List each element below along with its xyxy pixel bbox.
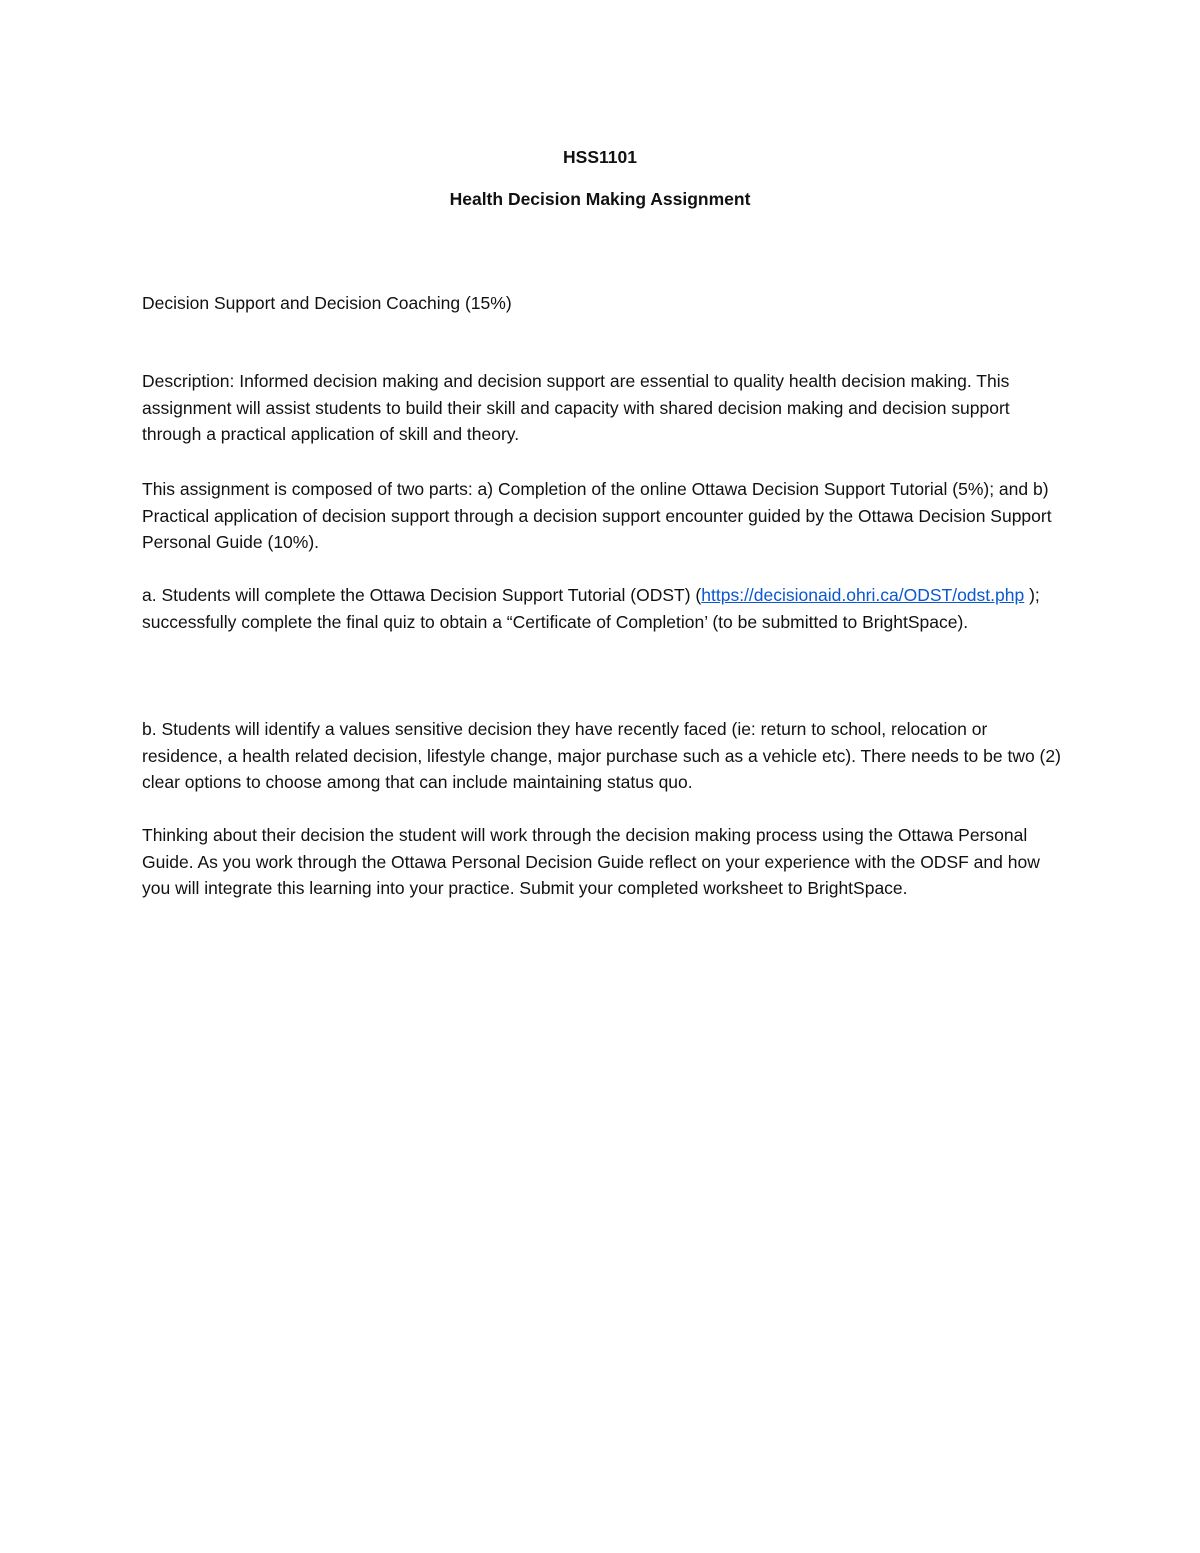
course-code: HSS1101 [563,147,637,167]
composition-paragraph: This assignment is composed of two parts: a) Completion of the online Ottawa Decision Support Tutorial (5%); and b) Practical application of decision support through a decision support encounter guided by the Ottawa Decision Support Personal Guide (10%). [142,479,1052,552]
part-a-outro: ); successfully complete the final quiz to obtain a “Certificate of Completion’ (to be submitted to BrightSpace). [142,585,1040,632]
thinking-paragraph: Thinking about their decision the student will work through the decision making process using the Ottawa Personal Guide. As you work through the Ottawa Personal Decision Guide reflect on your experience with the ODSF and how you will integrate this learning into your practice. Submit your completed worksheet to BrightSpace. [142,825,1040,898]
description-paragraph: Description: Informed decision making and decision support are essential to quality health decision making. This assignment will assist students to build their skill and capacity with shared decision making and decision support through a practical application of skill and theory. [142,371,1010,444]
odst-link[interactable]: https://decisionaid.ohri.ca/ODST/odst.php [701,585,1025,605]
section-heading: Decision Support and Decision Coaching (15%) [142,293,512,313]
document-title: Health Decision Making Assignment [449,189,751,209]
part-b-paragraph: b. Students will identify a values sensitive decision they have recently faced (ie: return to school, relocation or residence, a health related decision, lifestyle change, major purchase such as a vehicle etc). There needs to be two (2) clear options to choose among that can include maintaining status quo. [142,719,1061,792]
part-a-paragraph [142,582,1072,635]
part-a-intro: a. Students will complete the Ottawa Decision Support Tutorial (ODST) ( [142,585,702,605]
